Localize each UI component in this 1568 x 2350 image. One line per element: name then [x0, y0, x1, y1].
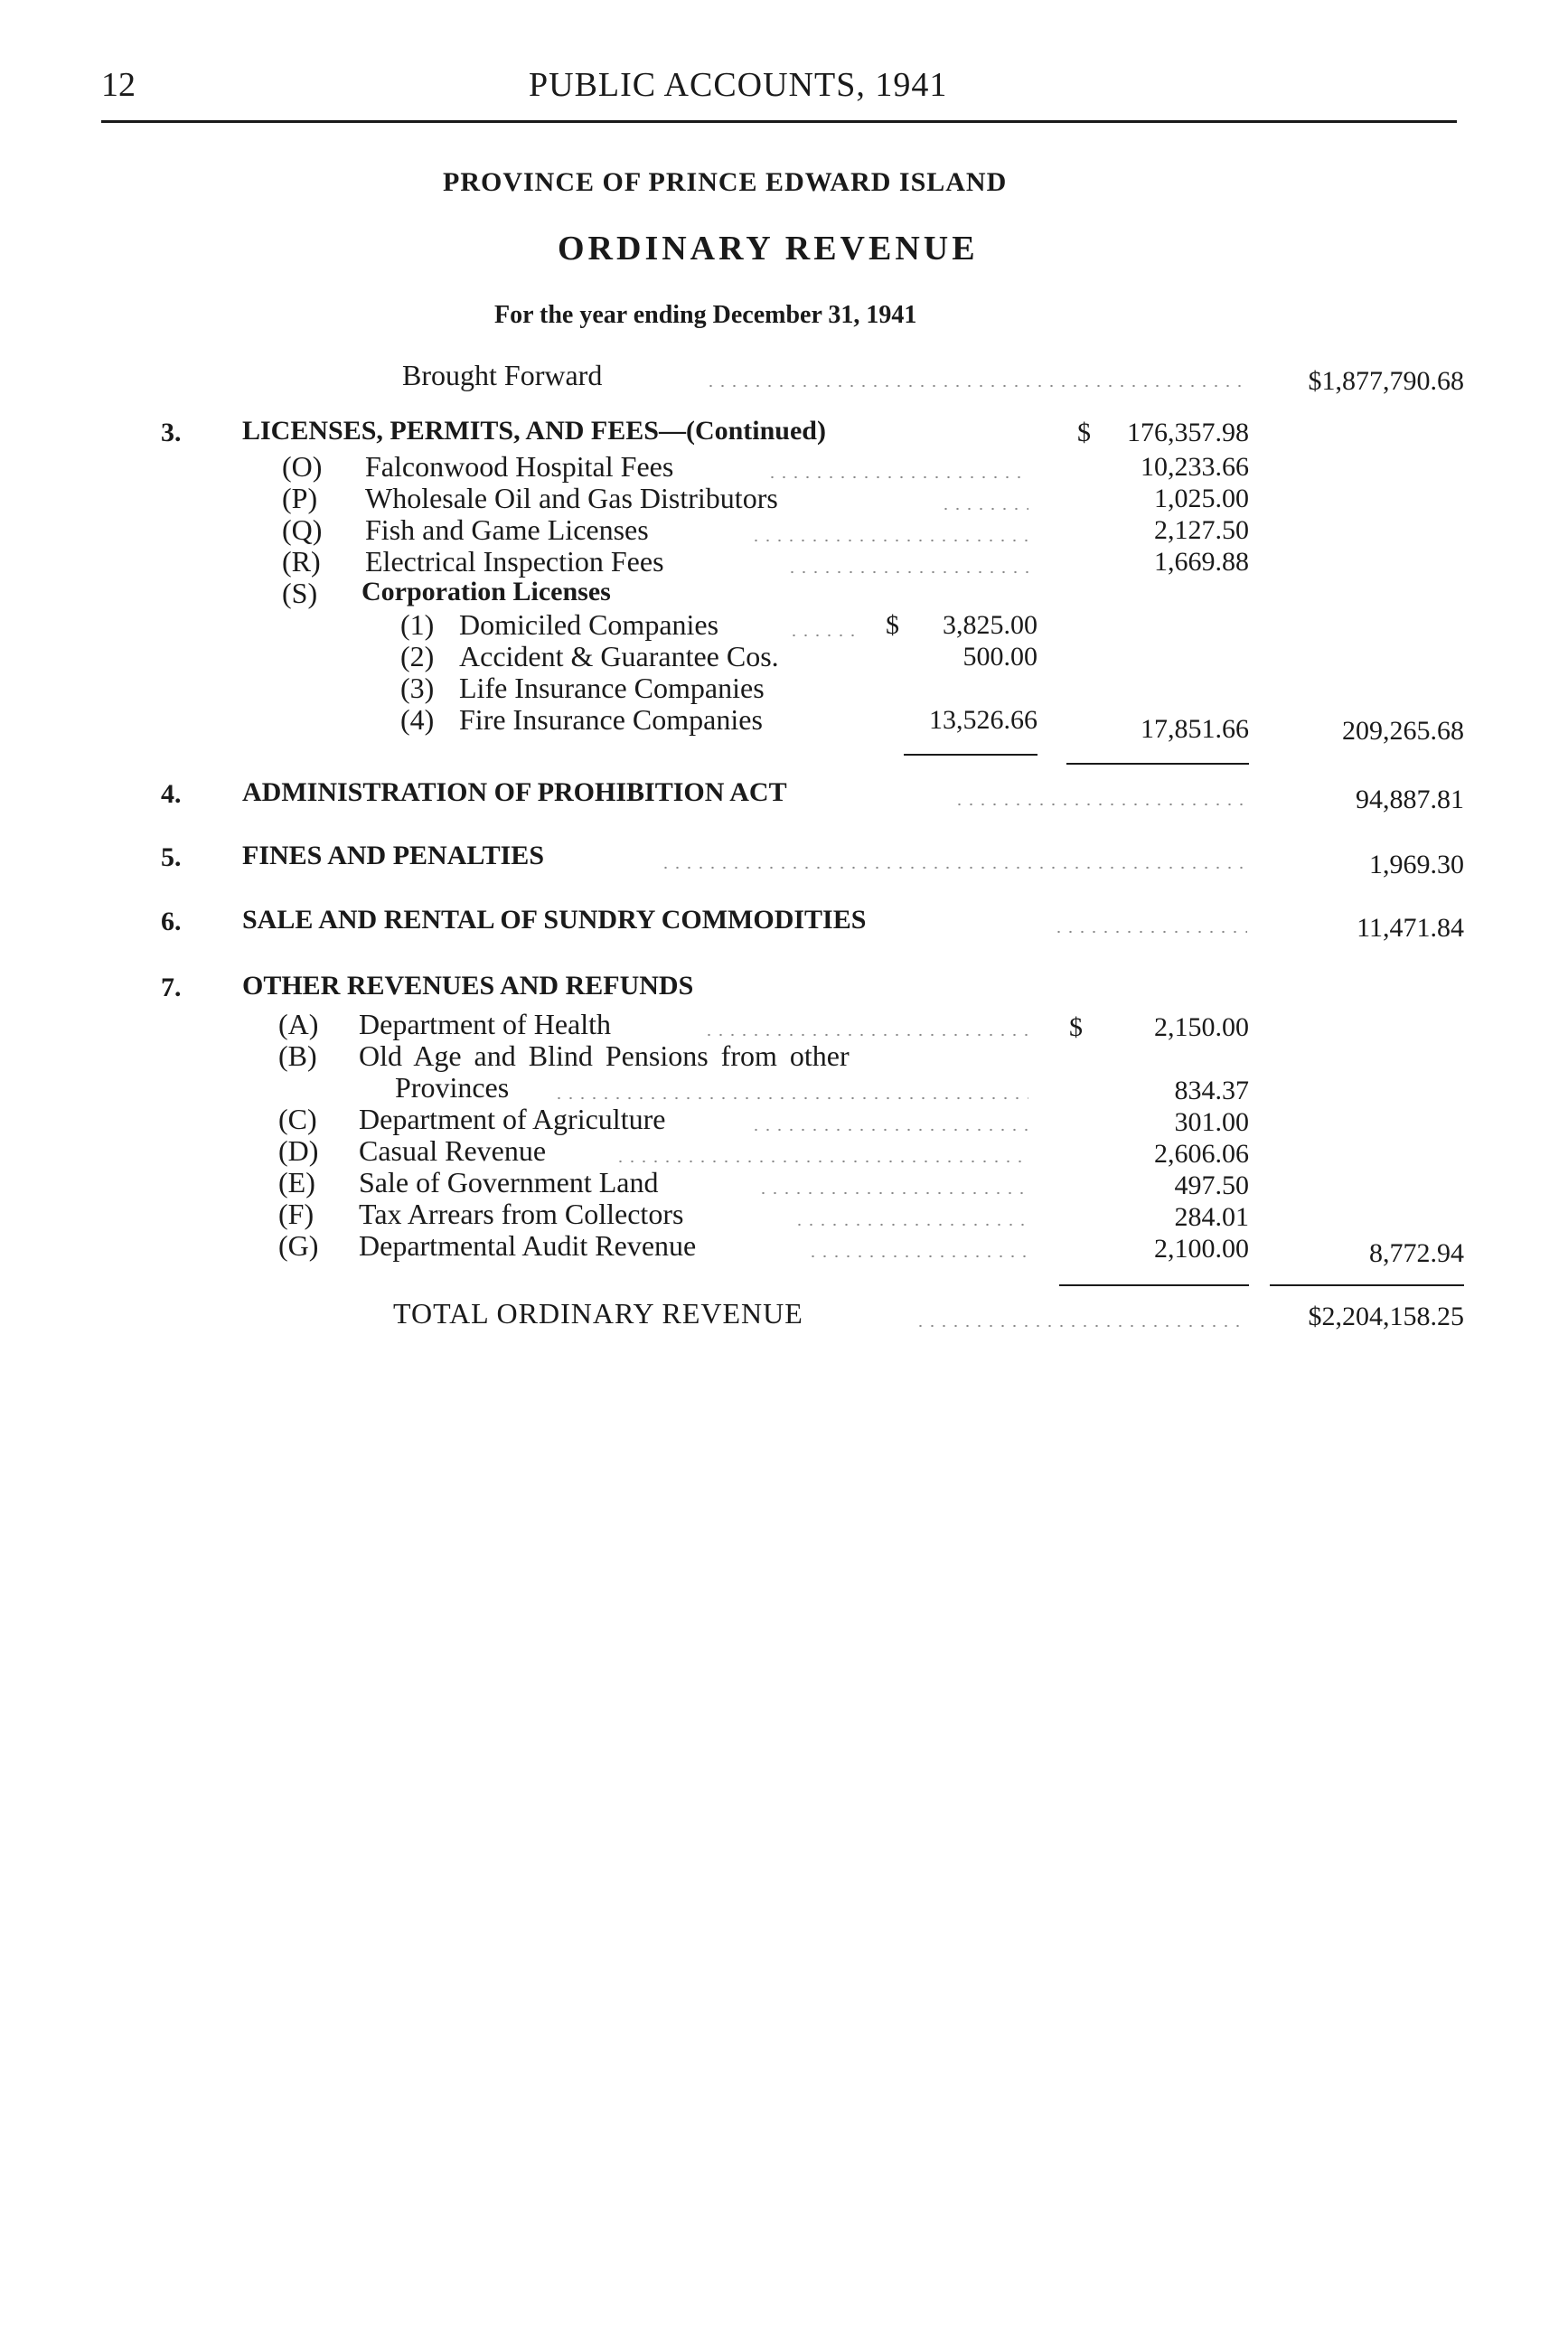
- sub-item-amount: 500.00: [962, 642, 1038, 672]
- item-letter: (Q): [282, 513, 323, 546]
- leader-dots: [793, 1223, 1028, 1227]
- item-letter: (P): [282, 482, 318, 514]
- brought-forward-label: Brought Forward: [402, 359, 603, 391]
- item-amount: 284.01: [1174, 1202, 1249, 1232]
- item-letter: (B): [278, 1039, 317, 1072]
- item-label: Fish and Game Licenses: [365, 513, 649, 546]
- item-letter: (D): [278, 1134, 319, 1167]
- section-number: 7.: [161, 973, 182, 1002]
- sub-item-label: Domiciled Companies: [459, 608, 719, 641]
- page-number: 12: [101, 66, 136, 104]
- leader-dots: [705, 384, 1243, 388]
- item-amount: 497.50: [1174, 1170, 1249, 1200]
- section-number: 6.: [161, 907, 182, 936]
- leader-dots: [750, 1128, 1028, 1132]
- leader-dots: [660, 866, 1247, 870]
- currency-symbol: $: [1069, 1012, 1083, 1042]
- currency-symbol: $: [886, 610, 899, 640]
- section-total: 11,471.84: [1357, 913, 1464, 943]
- sub-item-number: (1): [400, 608, 435, 641]
- underline-rule: [1270, 1284, 1464, 1286]
- carried-amount: 176,357.98: [1127, 418, 1249, 447]
- period-subtitle: For the year ending December 31, 1941: [494, 301, 917, 329]
- item-label: Departmental Audit Revenue: [359, 1229, 697, 1262]
- leader-dots: [788, 634, 860, 637]
- item-amount: 2,127.50: [1154, 515, 1249, 545]
- brought-forward-total: $1,877,790.68: [1308, 366, 1464, 396]
- sub-item-amount: 3,825.00: [943, 610, 1038, 640]
- item-label: Electrical Inspection Fees: [365, 545, 664, 578]
- leader-dots: [750, 539, 1028, 542]
- leader-dots: [1053, 930, 1247, 934]
- leader-dots: [757, 1191, 1028, 1195]
- section-title: LICENSES, PERMITS, AND FEES—(Continued): [242, 416, 826, 446]
- item-amount: 2,100.00: [1154, 1234, 1249, 1264]
- leader-dots: [786, 570, 1028, 574]
- item-letter: (S): [282, 577, 318, 609]
- item-letter: (R): [282, 545, 321, 578]
- corporation-licenses-label: Corporation Licenses: [361, 577, 611, 606]
- item-label-continued: Provinces: [395, 1071, 510, 1104]
- item-amount: 1,025.00: [1154, 484, 1249, 513]
- leader-dots: [915, 1324, 1247, 1328]
- section-total: 1,969.30: [1369, 850, 1464, 879]
- item-letter: (F): [278, 1198, 315, 1230]
- item-letter: (E): [278, 1166, 315, 1198]
- section-number: 3.: [161, 418, 182, 447]
- leader-dots: [766, 475, 1028, 479]
- sub-item-label: Life Insurance Companies: [459, 672, 765, 704]
- item-label: Old Age and Blind Pensions from other: [359, 1039, 850, 1072]
- section-title: FINES AND PENALTIES: [242, 841, 544, 870]
- section-total: 94,887.81: [1356, 785, 1464, 814]
- item-amount: 301.00: [1174, 1107, 1249, 1137]
- item-amount: 1,669.88: [1154, 547, 1249, 577]
- item-letter: (O): [282, 450, 323, 483]
- item-label: Sale of Government Land: [359, 1166, 659, 1198]
- sub-item-number: (2): [400, 640, 435, 672]
- underline-rule: [904, 754, 1038, 756]
- item-label: Casual Revenue: [359, 1134, 547, 1167]
- item-label: Department of Health: [359, 1008, 611, 1040]
- section-number: 5.: [161, 842, 182, 872]
- item-label: Tax Arrears from Collectors: [359, 1198, 684, 1230]
- running-title: PUBLIC ACCOUNTS, 1941: [529, 66, 948, 104]
- section-number: 4.: [161, 779, 182, 809]
- leader-dots: [553, 1096, 1028, 1100]
- section-total: 8,772.94: [1369, 1238, 1464, 1268]
- section-title: SALE AND RENTAL OF SUNDRY COMMODITIES: [242, 905, 867, 935]
- item-letter: (G): [278, 1229, 319, 1262]
- section-title: OTHER REVENUES AND REFUNDS: [242, 971, 694, 1001]
- item-amount: 2,606.06: [1154, 1139, 1249, 1169]
- item-label: Falconwood Hospital Fees: [365, 450, 674, 483]
- item-amount: 2,150.00: [1154, 1012, 1249, 1042]
- grand-total: $2,204,158.25: [1308, 1302, 1464, 1331]
- leader-dots: [615, 1160, 1028, 1163]
- currency-symbol: $: [1077, 418, 1091, 447]
- item-amount: 834.37: [1174, 1076, 1249, 1105]
- sub-item-number: (4): [400, 703, 435, 736]
- sub-item-label: Fire Insurance Companies: [459, 703, 763, 736]
- underline-rule: [1066, 763, 1249, 765]
- item-letter: (A): [278, 1008, 319, 1040]
- item-letter: (C): [278, 1103, 317, 1135]
- section-title: ADMINISTRATION OF PROHIBITION ACT: [242, 777, 787, 807]
- province-heading: PROVINCE OF PRINCE EDWARD ISLAND: [443, 167, 1008, 197]
- sub-item-amount: 13,526.66: [929, 705, 1038, 735]
- page-title: ORDINARY REVENUE: [558, 230, 979, 268]
- sub-item-label: Accident & Guarantee Cos.: [459, 640, 779, 672]
- grand-total-label: TOTAL ORDINARY REVENUE: [393, 1297, 803, 1330]
- header-rule: [101, 120, 1457, 123]
- leader-dots: [807, 1255, 1028, 1258]
- leader-dots: [703, 1033, 1028, 1037]
- leader-dots: [940, 507, 1028, 511]
- item-label: Wholesale Oil and Gas Distributors: [365, 482, 778, 514]
- section-total: 209,265.68: [1342, 716, 1464, 746]
- item-label: Department of Agriculture: [359, 1103, 666, 1135]
- leader-dots: [953, 803, 1247, 806]
- underline-rule: [1059, 1284, 1249, 1286]
- corporation-subtotal: 17,851.66: [1141, 714, 1249, 744]
- sub-item-number: (3): [400, 672, 435, 704]
- item-amount: 10,233.66: [1141, 452, 1249, 482]
